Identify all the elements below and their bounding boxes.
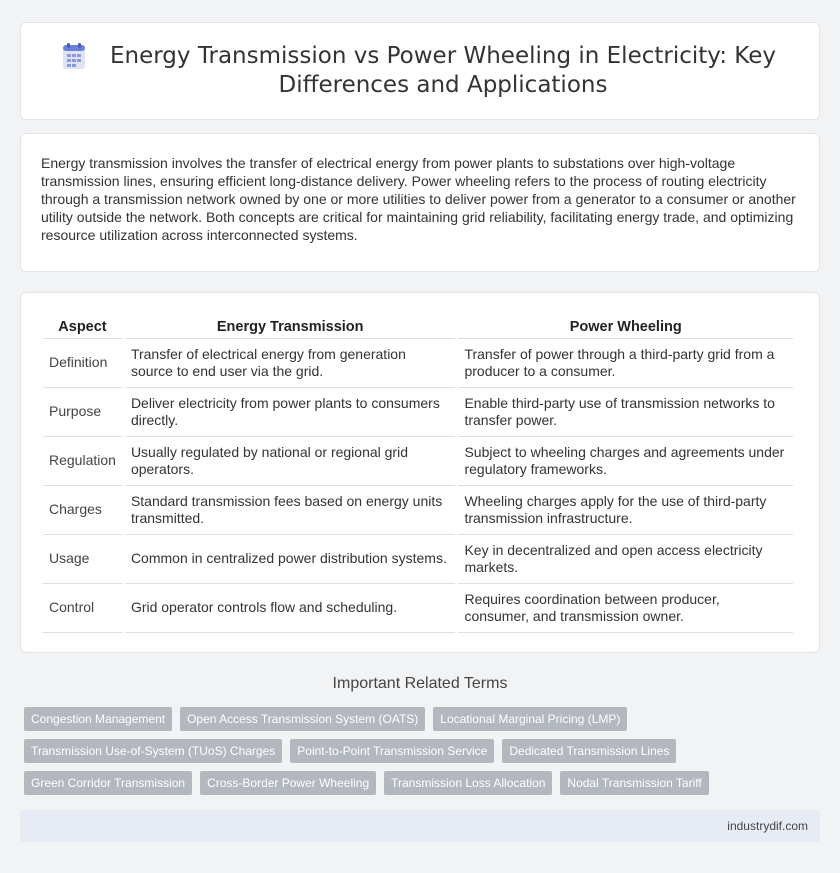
title-wrap <box>21 23 819 119</box>
related-term-tag[interactable]: Point-to-Point Transmission Service <box>290 739 494 763</box>
row-power-wheeling: Key in decentralized and open access electricity markets. <box>458 535 793 584</box>
table-header-row <box>43 311 793 339</box>
row-power-wheeling: Transfer of power through a third-party grid from a producer to a consumer. <box>458 339 793 388</box>
related-term-tag[interactable]: Nodal Transmission Tariff <box>560 771 708 795</box>
related-term-tag[interactable]: Open Access Transmission System (OATS) <box>180 707 425 731</box>
related-term-tag[interactable]: Transmission Use-of-System (TUoS) Charges <box>24 739 282 763</box>
header-power-wheeling: Power Wheeling <box>458 311 793 339</box>
row-energy-transmission: Deliver electricity from power plants to consumers directly. <box>125 388 456 437</box>
header-aspect: Aspect <box>43 311 122 339</box>
page-title: Energy Transmission vs Power Wheeling in Electricity: Key Differences and Applications <box>110 43 776 98</box>
related-terms-list <box>24 707 824 803</box>
row-energy-transmission: Usually regulated by national or regional grid operators. <box>125 437 456 486</box>
related-term-tag[interactable]: Green Corridor Transmission <box>24 771 192 795</box>
row-power-wheeling: Requires coordination between producer, consumer, and transmission owner. <box>458 584 793 633</box>
row-aspect: Usage <box>43 535 122 584</box>
row-energy-transmission: Transfer of electrical energy from generation source to end user via the grid. <box>125 339 456 388</box>
header-card <box>20 22 820 120</box>
table-row <box>43 486 793 535</box>
row-energy-transmission: Grid operator controls flow and scheduling. <box>125 584 456 633</box>
intro-paragraph: Energy transmission involves the transfer of electrical energy from power plants to substations over high-voltage transmission lines, ensuring efficient long-distance delivery. Power wheeling refers to the process of routing electricity through a transmission network owned by one or more utilities to deliver power from a generator to a consumer or another utility outside the network. Both concepts are critical for maintaining grid reliability, facilitating energy trade, and optimizing resource utilization across interconnected systems. <box>41 155 796 243</box>
table-row <box>43 339 793 388</box>
table-row <box>43 584 793 633</box>
row-power-wheeling: Wheeling charges apply for the use of third-party transmission infrastructure. <box>458 486 793 535</box>
related-term-tag[interactable]: Locational Marginal Pricing (LMP) <box>433 707 627 731</box>
table-row <box>43 437 793 486</box>
row-power-wheeling: Subject to wheeling charges and agreements under regulatory frameworks. <box>458 437 793 486</box>
related-term-tag[interactable]: Transmission Loss Allocation <box>384 771 552 795</box>
comparison-table-card <box>20 292 820 653</box>
row-aspect: Definition <box>43 339 122 388</box>
row-aspect: Charges <box>43 486 122 535</box>
table-row <box>43 535 793 584</box>
row-power-wheeling: Enable third-party use of transmission networks to transfer power. <box>458 388 793 437</box>
row-energy-transmission: Common in centralized power distribution systems. <box>125 535 456 584</box>
table-row <box>43 388 793 437</box>
row-aspect: Regulation <box>43 437 122 486</box>
intro-card <box>20 133 820 272</box>
header-energy-transmission: Energy Transmission <box>125 311 456 339</box>
footer-site-link[interactable]: industrydif.com <box>727 819 808 833</box>
footer-bar <box>20 810 820 842</box>
related-term-tag[interactable]: Congestion Management <box>24 707 172 731</box>
row-energy-transmission: Standard transmission fees based on energy units transmitted. <box>125 486 456 535</box>
row-aspect: Control <box>43 584 122 633</box>
document-icon <box>61 42 87 70</box>
comparison-table <box>40 311 796 633</box>
row-aspect: Purpose <box>43 388 122 437</box>
related-term-tag[interactable]: Dedicated Transmission Lines <box>502 739 676 763</box>
related-term-tag[interactable]: Cross-Border Power Wheeling <box>200 771 376 795</box>
related-terms-title: Important Related Terms <box>332 675 508 692</box>
